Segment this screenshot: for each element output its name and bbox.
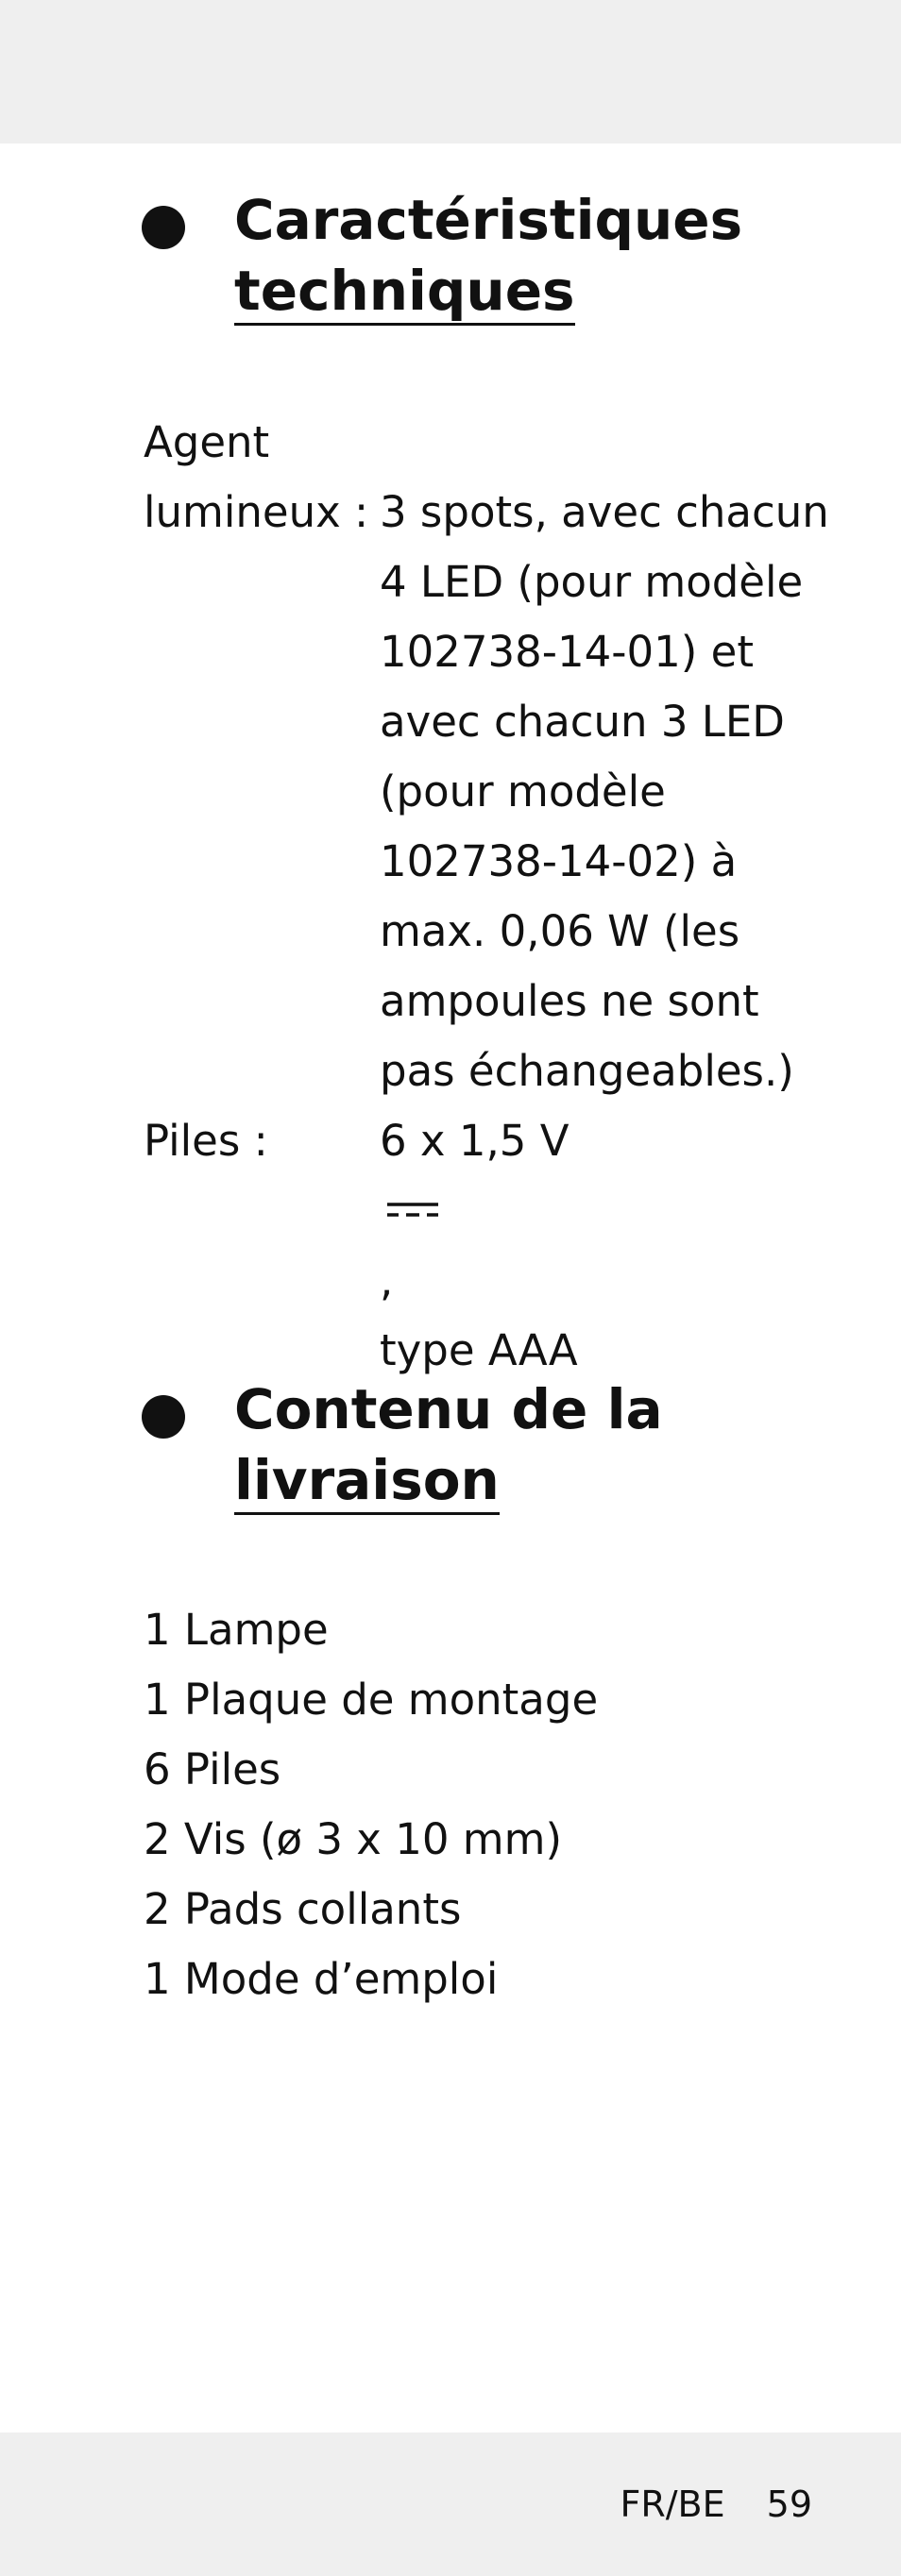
footer-region: FR/BE: [620, 2483, 725, 2525]
list-item: 1 Lampe: [144, 1605, 329, 1655]
spec-value-line: 102738-14-01) et: [380, 627, 754, 677]
bullet-icon: [142, 1395, 185, 1439]
page-number: 59: [766, 2483, 812, 2525]
direct-current-icon: [385, 1199, 440, 1221]
battery-voltage-suffix: ,: [380, 1255, 394, 1305]
spec-value-line: 102738-14-02) à: [380, 836, 738, 886]
list-item: 1 Plaque de montage: [144, 1675, 599, 1725]
contents-list: [144, 1595, 861, 2014]
spec-value-line: ampoules ne sont: [380, 976, 759, 1026]
contents-heading: [234, 1374, 663, 1516]
list-item: 2 Vis (ø 3 x 10 mm): [144, 1814, 563, 1864]
contents-heading-line1: Contenu de la: [234, 1377, 663, 1441]
spec-value-line: avec chacun 3 LED: [380, 697, 785, 747]
spec-label-batteries: Piles :: [144, 1116, 268, 1166]
spec-value-light-source: [380, 408, 861, 1106]
spec-value-batteries: [380, 1106, 861, 1386]
spec-label-line2: lumineux :: [144, 487, 369, 537]
spec-row-light-source: [144, 408, 861, 1106]
spec-label-light-source: [144, 408, 368, 547]
bullet-icon: [142, 206, 185, 249]
spec-value-line: (pour modèle: [380, 766, 666, 817]
battery-voltage: 6 x 1,5 V: [380, 1116, 570, 1166]
contents-heading-line2: livraison: [234, 1448, 500, 1515]
spec-label-line1: Agent: [144, 417, 270, 467]
specs-heading-line1: Caractéristiques: [234, 188, 743, 252]
specs-heading: [234, 185, 742, 327]
spec-value-batteries-line2: type AAA: [380, 1325, 578, 1375]
spec-value-batteries-line1: [380, 1106, 861, 1316]
spec-value-line: max. 0,06 W (les: [380, 906, 740, 956]
list-item: 2 Pads collants: [144, 1884, 462, 1934]
spec-value-line: 4 LED (pour modèle: [380, 557, 804, 607]
page-footer: [620, 2471, 812, 2537]
specs-table: [144, 408, 861, 1386]
spec-value-line: pas échangeables.): [380, 1046, 794, 1096]
list-item: 6 Piles: [144, 1744, 281, 1794]
specs-heading-line2: techniques: [234, 259, 575, 326]
spec-value-line: 3 spots, avec chacun: [380, 487, 829, 537]
list-item: 1 Mode d’emploi: [144, 1954, 499, 2004]
top-margin-band: [0, 0, 901, 143]
spec-row-batteries: [144, 1106, 861, 1386]
